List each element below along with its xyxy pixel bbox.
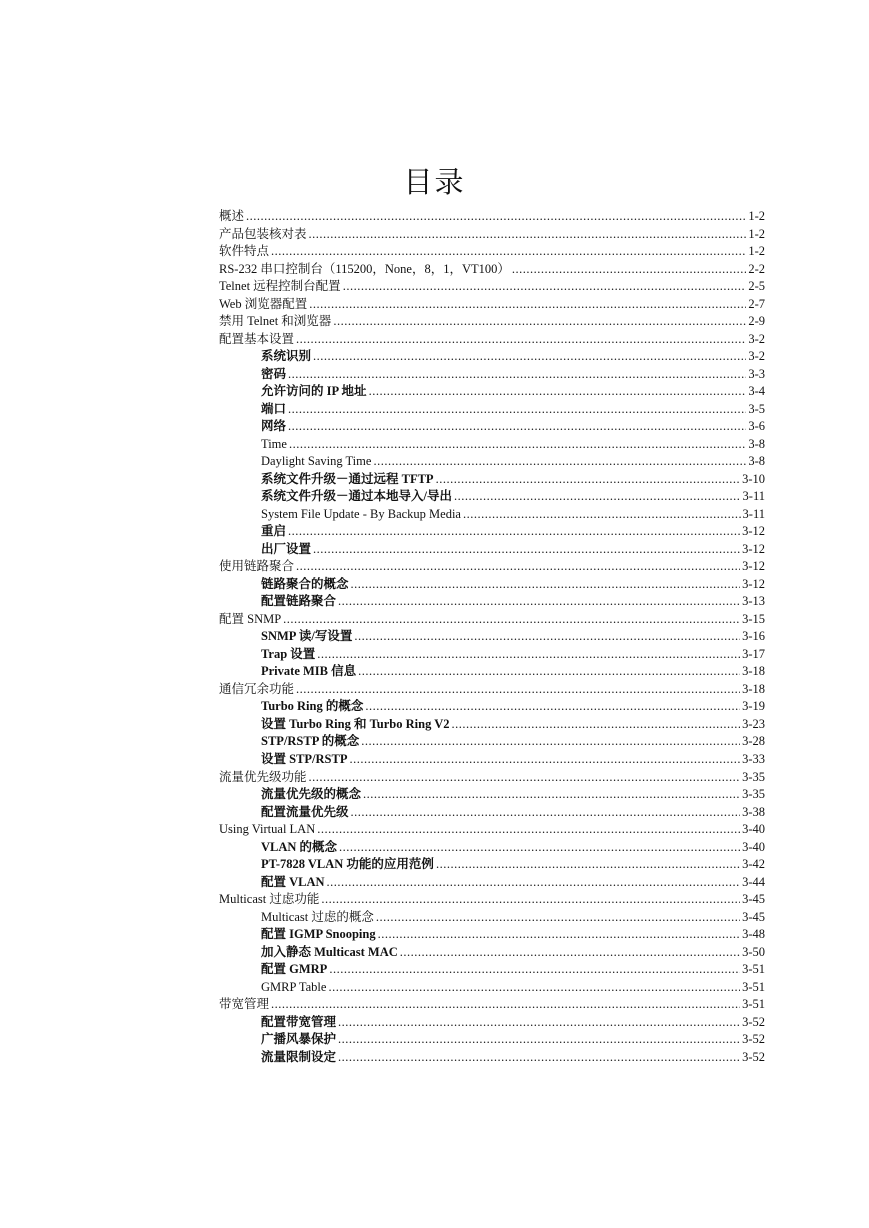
toc-entry-title: 流量优先级功能 bbox=[219, 769, 307, 784]
toc-subentry[interactable] bbox=[219, 541, 765, 559]
toc-page-number: 3-15 bbox=[742, 611, 765, 626]
toc-page-number: 3-19 bbox=[742, 699, 765, 714]
toc-page-number: 3-10 bbox=[742, 471, 765, 486]
toc-subentry[interactable] bbox=[219, 716, 765, 734]
toc-page-number: 3-12 bbox=[742, 541, 765, 556]
toc-entry-title: 系统文件升级－通过本地导入/导出 bbox=[261, 489, 452, 504]
toc-subentry[interactable] bbox=[219, 979, 765, 997]
toc-entry-title: Multicast 过虑的概念 bbox=[261, 909, 374, 924]
toc-entry-title: 流量限制设定 bbox=[261, 1049, 337, 1064]
toc-entry-title: 密码 bbox=[261, 366, 287, 381]
toc-page-number: 3-52 bbox=[742, 1049, 765, 1064]
dot-leader bbox=[327, 874, 741, 892]
toc-page-number: 3-42 bbox=[742, 857, 765, 872]
toc-subentry[interactable] bbox=[219, 348, 765, 366]
toc-page-number: 3-16 bbox=[742, 629, 765, 644]
toc-page-number: 3-28 bbox=[742, 734, 765, 749]
toc-page-number: 3-51 bbox=[742, 979, 765, 994]
toc-subentry[interactable] bbox=[219, 436, 765, 454]
toc-entry-title: Telnet 远程控制台配置 bbox=[219, 279, 341, 294]
toc-page-number: 3-35 bbox=[742, 787, 765, 802]
toc-subentry[interactable] bbox=[219, 751, 765, 769]
dot-leader bbox=[329, 961, 740, 979]
toc-entry-title: Turbo Ring 的概念 bbox=[261, 699, 364, 714]
toc-entry-title: 配置 SNMP bbox=[219, 611, 282, 626]
toc-page-number: 3-50 bbox=[742, 944, 765, 959]
toc-entry-title: 配置基本设置 bbox=[219, 331, 295, 346]
toc-entry-title: 禁用 Telnet 和浏览器 bbox=[219, 314, 332, 329]
toc-page-number: 3-2 bbox=[748, 331, 765, 346]
dot-leader bbox=[361, 733, 740, 751]
toc-subentry[interactable] bbox=[219, 646, 765, 664]
dot-leader bbox=[271, 243, 746, 261]
toc-entry-title: 加入静态 Multicast MAC bbox=[261, 944, 398, 959]
toc-subentry[interactable] bbox=[219, 733, 765, 751]
toc-entry-title: 系统识别 bbox=[261, 349, 312, 364]
dot-leader bbox=[283, 611, 740, 629]
toc-page-number: 3-11 bbox=[742, 506, 765, 521]
toc-entry[interactable] bbox=[219, 226, 765, 244]
toc-page-number: 2-7 bbox=[748, 296, 765, 311]
toc-subentry[interactable] bbox=[219, 593, 765, 611]
toc-entry-title: Web 浏览器配置 bbox=[219, 296, 308, 311]
toc-page-number: 3-45 bbox=[742, 909, 765, 924]
dot-leader bbox=[313, 348, 746, 366]
toc-subentry[interactable] bbox=[219, 944, 765, 962]
toc-page-number: 3-52 bbox=[742, 1014, 765, 1029]
toc-entry[interactable] bbox=[219, 681, 765, 699]
toc-page-number: 2-2 bbox=[748, 261, 765, 276]
dot-leader bbox=[351, 804, 741, 822]
dot-leader bbox=[288, 418, 746, 436]
toc-subentry[interactable] bbox=[219, 383, 765, 401]
toc-page-number: 3-8 bbox=[748, 436, 765, 451]
toc-entry-title: Private MIB 信息 bbox=[261, 664, 357, 679]
toc-page-number: 3-23 bbox=[742, 716, 765, 731]
toc-entry[interactable] bbox=[219, 821, 765, 839]
dot-leader bbox=[309, 296, 746, 314]
toc-entry-title: 重启 bbox=[261, 524, 287, 539]
dot-leader bbox=[369, 383, 747, 401]
toc-page-number: 3-3 bbox=[748, 366, 765, 381]
toc-subentry[interactable] bbox=[219, 874, 765, 892]
toc-entry-title: 配置 IGMP Snooping bbox=[261, 927, 376, 942]
toc-page-number: 3-12 bbox=[742, 524, 765, 539]
toc-entry-title: 广播风暴保护 bbox=[261, 1032, 337, 1047]
dot-leader bbox=[333, 313, 746, 331]
dot-leader bbox=[452, 716, 741, 734]
toc-subentry[interactable] bbox=[219, 506, 765, 524]
toc-entry-title: SNMP 读/写设置 bbox=[261, 629, 353, 644]
dot-leader bbox=[454, 488, 741, 506]
dot-leader bbox=[338, 1014, 740, 1032]
toc-subentry[interactable] bbox=[219, 1014, 765, 1032]
toc-entry-title: 设置 Turbo Ring 和 Turbo Ring V2 bbox=[261, 716, 450, 731]
toc-entry[interactable] bbox=[219, 243, 765, 261]
toc-entry-title: RS-232 串口控制台（115200，None，8，1，VT100） bbox=[219, 261, 510, 276]
toc-entry-title: STP/RSTP 的概念 bbox=[261, 734, 360, 749]
toc-subentry[interactable] bbox=[219, 804, 765, 822]
toc-entry-title: 链路聚合的概念 bbox=[261, 576, 349, 591]
toc-subentry[interactable] bbox=[219, 663, 765, 681]
toc-entry[interactable] bbox=[219, 313, 765, 331]
dot-leader bbox=[313, 541, 740, 559]
dot-leader bbox=[436, 856, 740, 874]
dot-leader bbox=[317, 646, 740, 664]
table-of-contents bbox=[219, 208, 765, 1066]
dot-leader bbox=[288, 523, 740, 541]
toc-subentry[interactable] bbox=[219, 1031, 765, 1049]
toc-page-number: 3-12 bbox=[742, 576, 765, 591]
dot-leader bbox=[338, 1049, 740, 1067]
dot-leader bbox=[351, 576, 741, 594]
dot-leader bbox=[373, 453, 746, 471]
toc-page-number: 3-44 bbox=[742, 874, 765, 889]
toc-entry-title: 系统文件升级－通过远程 TFTP bbox=[261, 471, 434, 486]
dot-leader bbox=[288, 366, 746, 384]
toc-page-number: 2-5 bbox=[748, 279, 765, 294]
page-title: 目录 bbox=[403, 165, 466, 199]
toc-subentry[interactable] bbox=[219, 961, 765, 979]
dot-leader bbox=[354, 628, 740, 646]
dot-leader bbox=[321, 891, 740, 909]
toc-page-number: 1-2 bbox=[748, 244, 765, 259]
toc-entry[interactable] bbox=[219, 996, 765, 1014]
toc-page-number: 2-9 bbox=[748, 314, 765, 329]
dot-leader bbox=[296, 681, 740, 699]
dot-leader bbox=[289, 436, 746, 454]
toc-subentry[interactable] bbox=[219, 471, 765, 489]
toc-entry-title: Multicast 过虑功能 bbox=[219, 892, 320, 907]
toc-page-number: 3-48 bbox=[742, 927, 765, 942]
dot-leader bbox=[376, 909, 740, 927]
toc-page-number: 3-8 bbox=[748, 454, 765, 469]
toc-entry-title: 网络 bbox=[261, 419, 287, 434]
dot-leader bbox=[378, 926, 740, 944]
dot-leader bbox=[436, 471, 741, 489]
toc-entry-title: 配置流量优先级 bbox=[261, 804, 349, 819]
toc-page-number: 3-51 bbox=[742, 962, 765, 977]
toc-page-number: 3-52 bbox=[742, 1032, 765, 1047]
toc-entry[interactable] bbox=[219, 331, 765, 349]
toc-page-number: 3-12 bbox=[742, 559, 765, 574]
toc-page-number: 3-18 bbox=[742, 664, 765, 679]
toc-entry-title: 出厂设置 bbox=[261, 541, 312, 556]
toc-entry-title: GMRP Table bbox=[261, 979, 327, 994]
toc-entry-title: 配置 VLAN bbox=[261, 874, 325, 889]
toc-entry-title: System File Update - By Backup Media bbox=[261, 506, 461, 521]
toc-page-number: 3-4 bbox=[748, 384, 765, 399]
toc-page-number: 1-2 bbox=[748, 209, 765, 223]
dot-leader bbox=[512, 261, 746, 279]
toc-entry-title: 软件特点 bbox=[219, 244, 270, 259]
dot-leader bbox=[317, 821, 740, 839]
toc-page-number: 3-17 bbox=[742, 646, 765, 661]
toc-page-number: 3-40 bbox=[742, 822, 765, 837]
toc-subentry[interactable] bbox=[219, 488, 765, 506]
toc-entry[interactable] bbox=[219, 611, 765, 629]
dot-leader bbox=[400, 944, 740, 962]
toc-entry-title: Time bbox=[261, 436, 287, 451]
toc-page-number: 3-45 bbox=[742, 892, 765, 907]
dot-leader bbox=[296, 331, 746, 349]
toc-entry-title: 概述 bbox=[219, 209, 245, 223]
toc-entry-title: Trap 设置 bbox=[261, 646, 316, 661]
toc-page-number: 3-33 bbox=[742, 751, 765, 766]
toc-entry-title: 产品包装核对表 bbox=[219, 226, 307, 241]
toc-page-number: 1-2 bbox=[748, 226, 765, 241]
toc-subentry[interactable] bbox=[219, 926, 765, 944]
toc-subentry[interactable] bbox=[219, 786, 765, 804]
toc-entry-title: 带宽管理 bbox=[219, 997, 270, 1012]
toc-subentry[interactable] bbox=[219, 401, 765, 419]
toc-subentry[interactable] bbox=[219, 909, 765, 927]
toc-entry-title: VLAN 的概念 bbox=[261, 839, 338, 854]
dot-leader bbox=[338, 1031, 740, 1049]
toc-entry[interactable] bbox=[219, 769, 765, 787]
toc-entry-title: Daylight Saving Time bbox=[261, 454, 372, 469]
toc-entry[interactable] bbox=[219, 296, 765, 314]
toc-subentry[interactable] bbox=[219, 366, 765, 384]
dot-leader bbox=[463, 506, 741, 524]
toc-subentry[interactable] bbox=[219, 856, 765, 874]
toc-entry-title: 配置链路聚合 bbox=[261, 594, 337, 609]
dot-leader bbox=[343, 278, 747, 296]
toc-page-number: 3-2 bbox=[748, 349, 765, 364]
toc-entry[interactable] bbox=[219, 558, 765, 576]
toc-entry[interactable] bbox=[219, 208, 765, 226]
dot-leader bbox=[365, 698, 740, 716]
toc-subentry[interactable] bbox=[219, 698, 765, 716]
toc-page-number: 3-40 bbox=[742, 839, 765, 854]
toc-page-number: 3-13 bbox=[742, 594, 765, 609]
toc-page-number: 3-38 bbox=[742, 804, 765, 819]
toc-entry-title: 流量优先级的概念 bbox=[261, 787, 362, 802]
dot-leader bbox=[271, 996, 740, 1014]
dot-leader bbox=[339, 839, 740, 857]
dot-leader bbox=[349, 751, 740, 769]
toc-entry-title: 设置 STP/RSTP bbox=[261, 751, 348, 766]
toc-entry[interactable] bbox=[219, 261, 765, 279]
toc-page-number: 3-6 bbox=[748, 419, 765, 434]
dot-leader bbox=[288, 401, 746, 419]
toc-entry-title: 通信冗余功能 bbox=[219, 681, 295, 696]
toc-entry-title: PT-7828 VLAN 功能的应用范例 bbox=[261, 857, 434, 872]
toc-subentry[interactable] bbox=[219, 1049, 765, 1067]
toc-subentry[interactable] bbox=[219, 628, 765, 646]
toc-page-number: 3-18 bbox=[742, 681, 765, 696]
toc-entry-title: 允许访问的 IP 地址 bbox=[261, 384, 367, 399]
dot-leader bbox=[358, 663, 740, 681]
toc-entry[interactable] bbox=[219, 278, 765, 296]
toc-subentry[interactable] bbox=[219, 453, 765, 471]
toc-entry-title: Using Virtual LAN bbox=[219, 822, 316, 837]
dot-leader bbox=[328, 979, 740, 997]
toc-page-number: 3-35 bbox=[742, 769, 765, 784]
dot-leader bbox=[309, 226, 747, 244]
toc-subentry[interactable] bbox=[219, 839, 765, 857]
toc-subentry[interactable] bbox=[219, 418, 765, 436]
toc-entry-title: 配置带宽管理 bbox=[261, 1014, 337, 1029]
toc-entry[interactable] bbox=[219, 891, 765, 909]
toc-entry-title: 使用链路聚合 bbox=[219, 559, 295, 574]
dot-leader bbox=[296, 558, 740, 576]
toc-subentry[interactable] bbox=[219, 576, 765, 594]
dot-leader bbox=[309, 769, 741, 787]
toc-entry-title: 配置 GMRP bbox=[261, 962, 328, 977]
toc-entry-title: 端口 bbox=[261, 401, 287, 416]
toc-page-number: 3-51 bbox=[742, 997, 765, 1012]
dot-leader bbox=[338, 593, 740, 611]
toc-page-number: 3-11 bbox=[742, 489, 765, 504]
dot-leader bbox=[363, 786, 740, 804]
toc-page-number: 3-5 bbox=[748, 401, 765, 416]
toc-subentry[interactable] bbox=[219, 523, 765, 541]
dot-leader bbox=[246, 208, 746, 226]
